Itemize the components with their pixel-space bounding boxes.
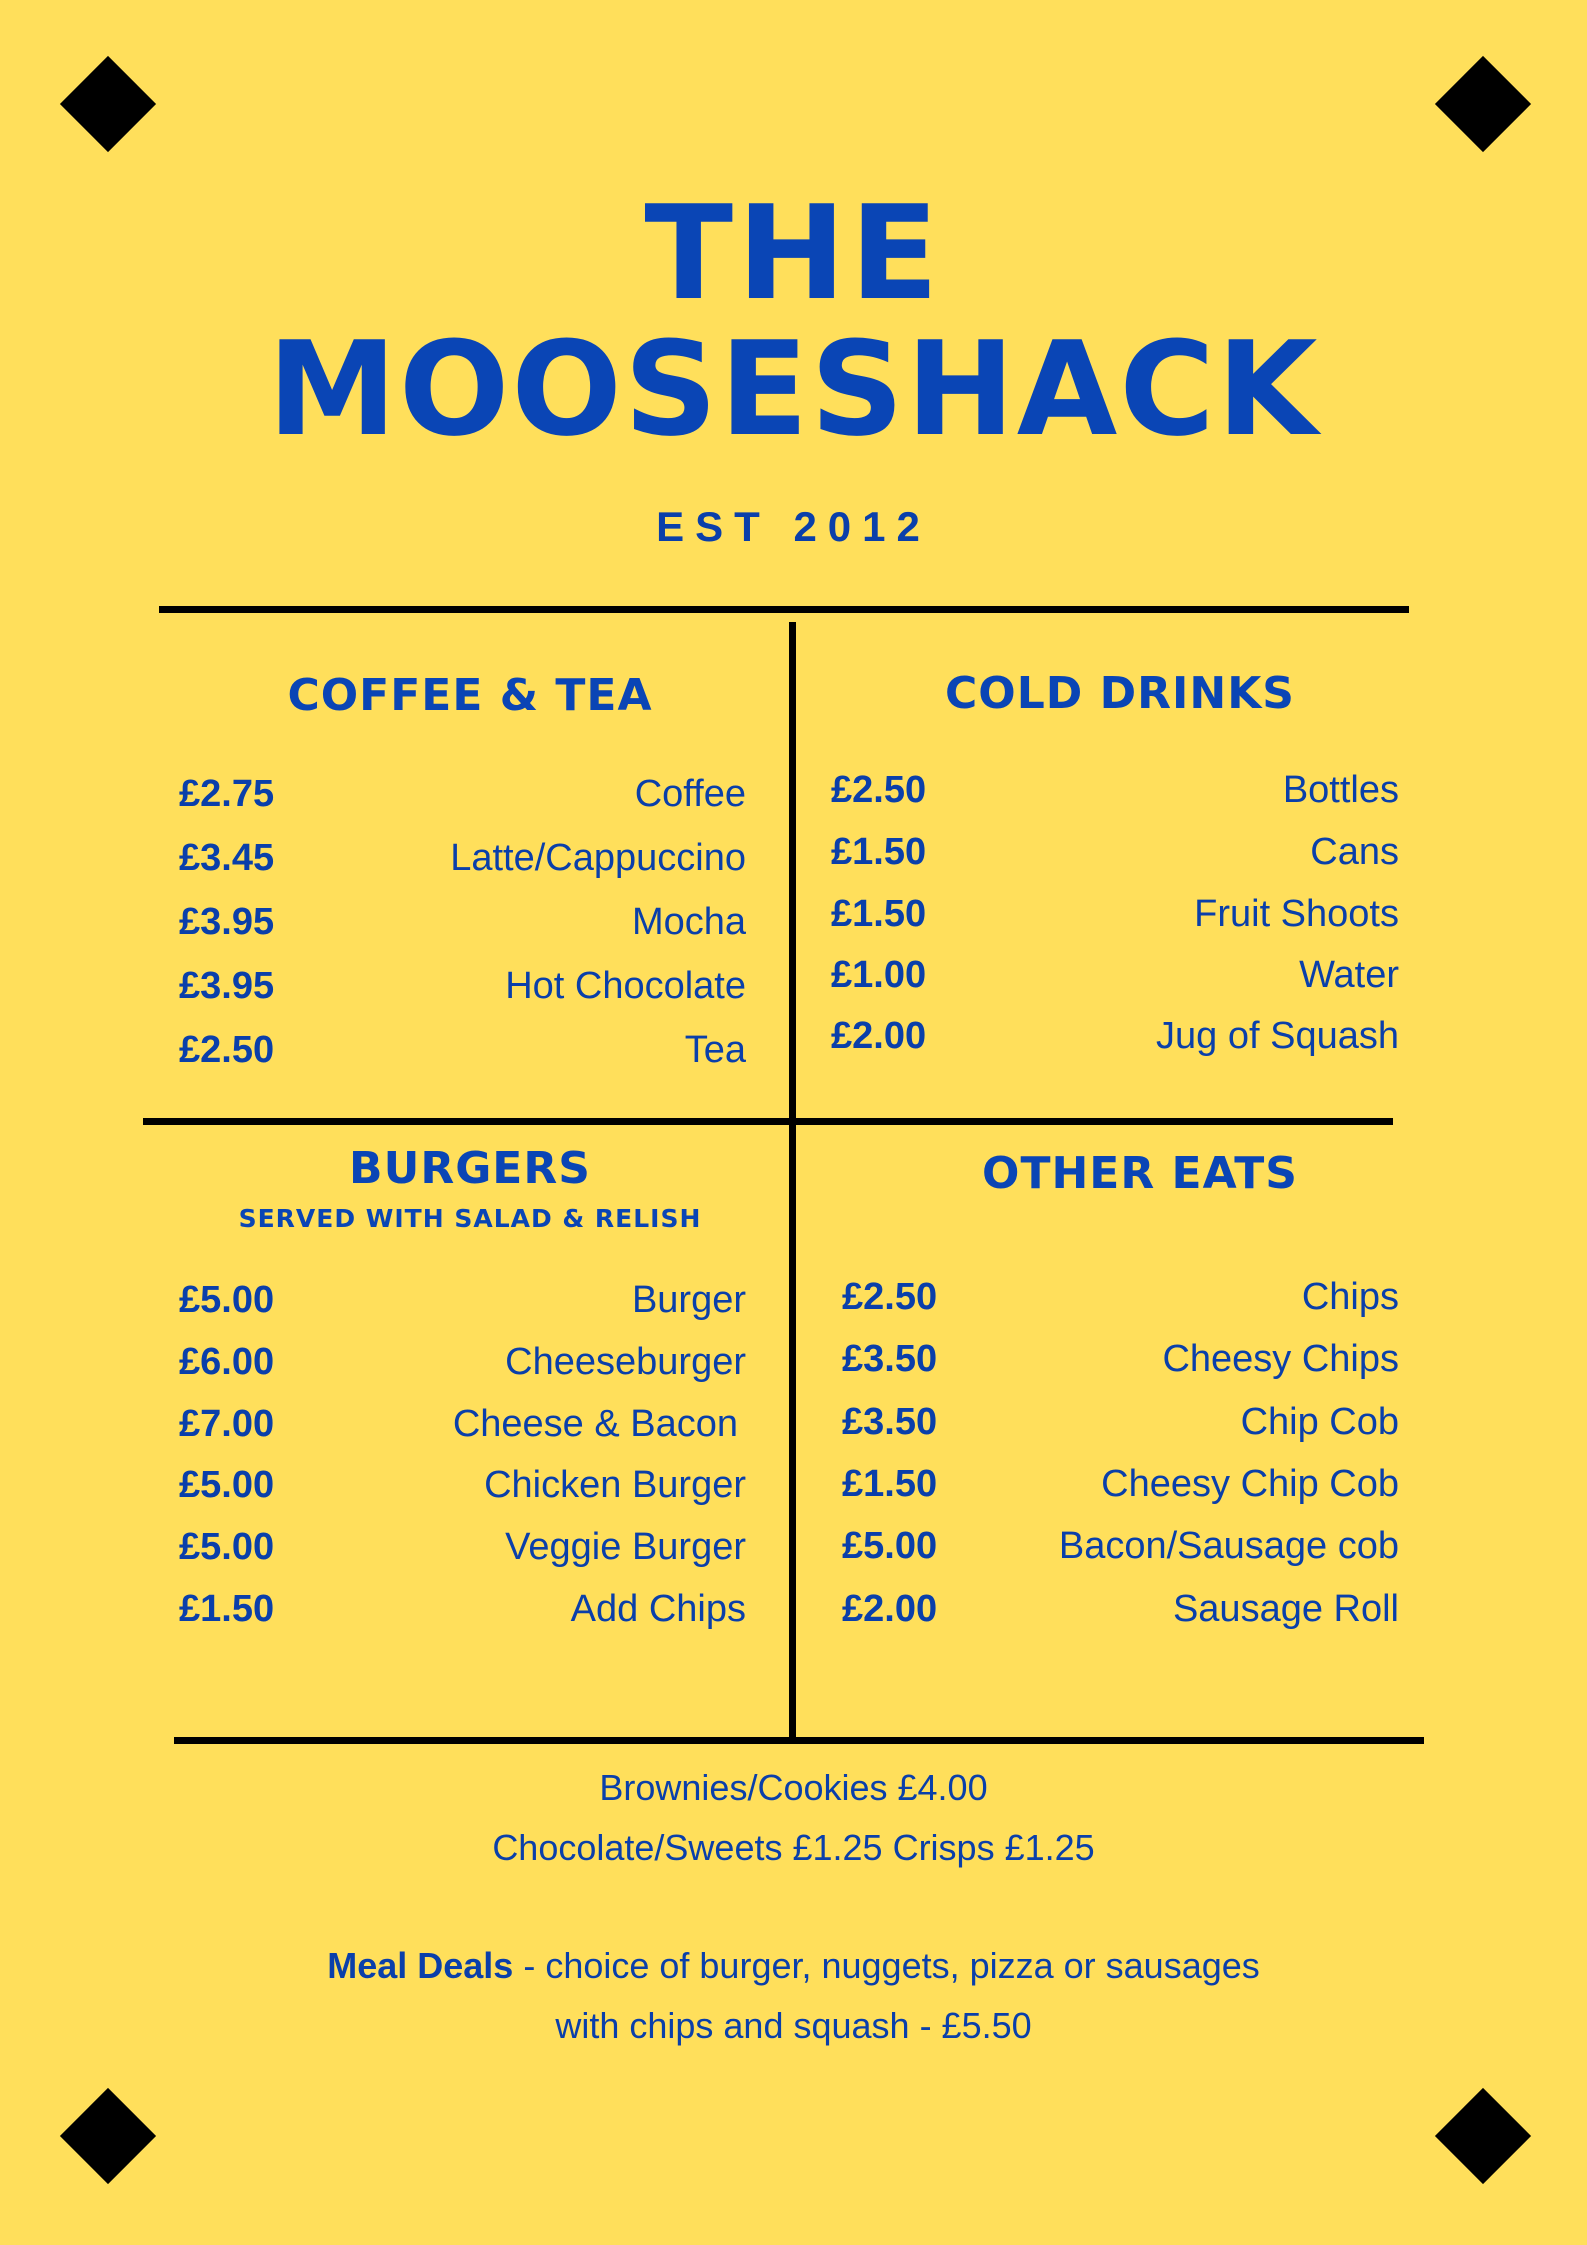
item-price: £2.50	[179, 1028, 275, 1071]
item-name: Veggie Burger	[505, 1525, 746, 1568]
divider-middle	[143, 1118, 1393, 1125]
item-name: Burger	[631, 1278, 746, 1321]
meal-deal-text: - choice of burger, nuggets, pizza or sausages	[513, 1945, 1260, 1986]
item-price: £3.95	[179, 964, 275, 1007]
item-name: Mocha	[631, 900, 746, 943]
section-heading-cold-drinks: COLD DRINKS	[945, 668, 1295, 719]
corner-diamond-top-right	[1435, 56, 1531, 152]
item-price: £3.95	[179, 900, 275, 943]
menu-item-row	[179, 897, 746, 947]
menu-item-row	[831, 827, 1399, 877]
item-price: £1.00	[831, 953, 927, 996]
item-name: Add Chips	[570, 1587, 746, 1630]
item-name: Bottles	[1282, 768, 1399, 811]
established-year: EST 2012	[656, 503, 931, 550]
menu-item-row	[179, 1584, 746, 1634]
menu-item-row	[831, 1011, 1399, 1061]
item-name: Hot Chocolate	[505, 964, 746, 1007]
item-price: £3.50	[842, 1337, 938, 1380]
meal-deal-line-1	[0, 1936, 1587, 1996]
item-name: Fruit Shoots	[1194, 892, 1399, 935]
meal-deal-line-2: with chips and squash - £5.50	[555, 2005, 1032, 2046]
item-price: £1.50	[179, 1587, 275, 1630]
item-price: £1.50	[831, 892, 927, 935]
item-name: Cheese & Bacon	[452, 1402, 738, 1445]
menu-item-row	[179, 833, 746, 883]
item-price: £6.00	[179, 1340, 275, 1383]
menu-item-row	[842, 1521, 1399, 1571]
menu-item-row	[179, 1399, 746, 1449]
item-price: £5.00	[179, 1463, 275, 1506]
menu-item-row	[831, 765, 1399, 815]
item-price: £2.50	[842, 1275, 938, 1318]
item-name: Jug of Squash	[1156, 1014, 1399, 1057]
item-name: Water	[1299, 953, 1399, 996]
corner-diamond-bottom-left	[60, 2088, 156, 2184]
item-name: Cheesy Chip Cob	[1101, 1462, 1399, 1505]
item-price: £2.00	[842, 1587, 938, 1630]
meal-deal-label: Meal Deals	[327, 1945, 514, 1986]
item-price: £5.00	[179, 1525, 275, 1568]
corner-diamond-top-left	[60, 56, 156, 152]
menu-item-row	[842, 1272, 1399, 1322]
section-subheading-burgers: SERVED WITH SALAD & RELISH	[238, 1204, 702, 1233]
item-name: Bacon/Sausage cob	[1058, 1524, 1399, 1567]
menu-item-row	[179, 961, 746, 1011]
menu-item-row	[179, 1522, 746, 1572]
menu-item-row	[842, 1459, 1399, 1509]
item-name: Cheesy Chips	[1162, 1337, 1399, 1380]
menu-item-row	[831, 889, 1399, 939]
item-price: £2.75	[179, 772, 275, 815]
item-price: £5.00	[842, 1524, 938, 1567]
menu-item-row	[842, 1334, 1399, 1384]
item-name: Tea	[684, 1028, 746, 1071]
menu-item-row	[831, 950, 1399, 1000]
divider-bottom	[174, 1737, 1424, 1744]
item-name: Chicken Burger	[484, 1463, 746, 1506]
item-name: Coffee	[634, 772, 746, 815]
extras-line-1: Brownies/Cookies £4.00	[599, 1767, 988, 1808]
menu-item-row	[179, 1275, 746, 1325]
title-line-2: MOOSESHACK	[267, 313, 1320, 465]
menu-item-row	[179, 1337, 746, 1387]
item-price: £7.00	[179, 1402, 275, 1445]
menu-item-row	[179, 769, 746, 819]
item-name: Cans	[1310, 830, 1399, 873]
item-price: £5.00	[179, 1278, 275, 1321]
menu-item-row	[842, 1397, 1399, 1447]
item-name: Cheeseburger	[505, 1340, 746, 1383]
extras-line-2: Chocolate/Sweets £1.25 Crisps £1.25	[492, 1827, 1095, 1868]
item-name: Sausage Roll	[1172, 1587, 1399, 1630]
item-price: £2.50	[831, 768, 927, 811]
divider-top	[159, 606, 1409, 613]
section-heading-other-eats: OTHER EATS	[982, 1148, 1298, 1199]
menu-item-row	[179, 1460, 746, 1510]
item-name: Chips	[1301, 1275, 1399, 1318]
item-name: Chip Cob	[1240, 1400, 1399, 1443]
corner-diamond-bottom-right	[1435, 2088, 1531, 2184]
item-price: £3.50	[842, 1400, 938, 1443]
item-price: £1.50	[842, 1462, 938, 1505]
menu-item-row	[179, 1025, 746, 1075]
item-price: £1.50	[831, 830, 927, 873]
item-name: Latte/Cappuccino	[450, 836, 746, 879]
title-line-1: THE	[644, 177, 943, 329]
section-heading-burgers: BURGERS	[349, 1143, 591, 1194]
divider-vertical	[789, 622, 796, 1739]
section-heading-coffee-tea: COFFEE & TEA	[287, 670, 653, 721]
item-price: £2.00	[831, 1014, 927, 1057]
item-price: £3.45	[179, 836, 275, 879]
menu-item-row	[842, 1584, 1399, 1634]
